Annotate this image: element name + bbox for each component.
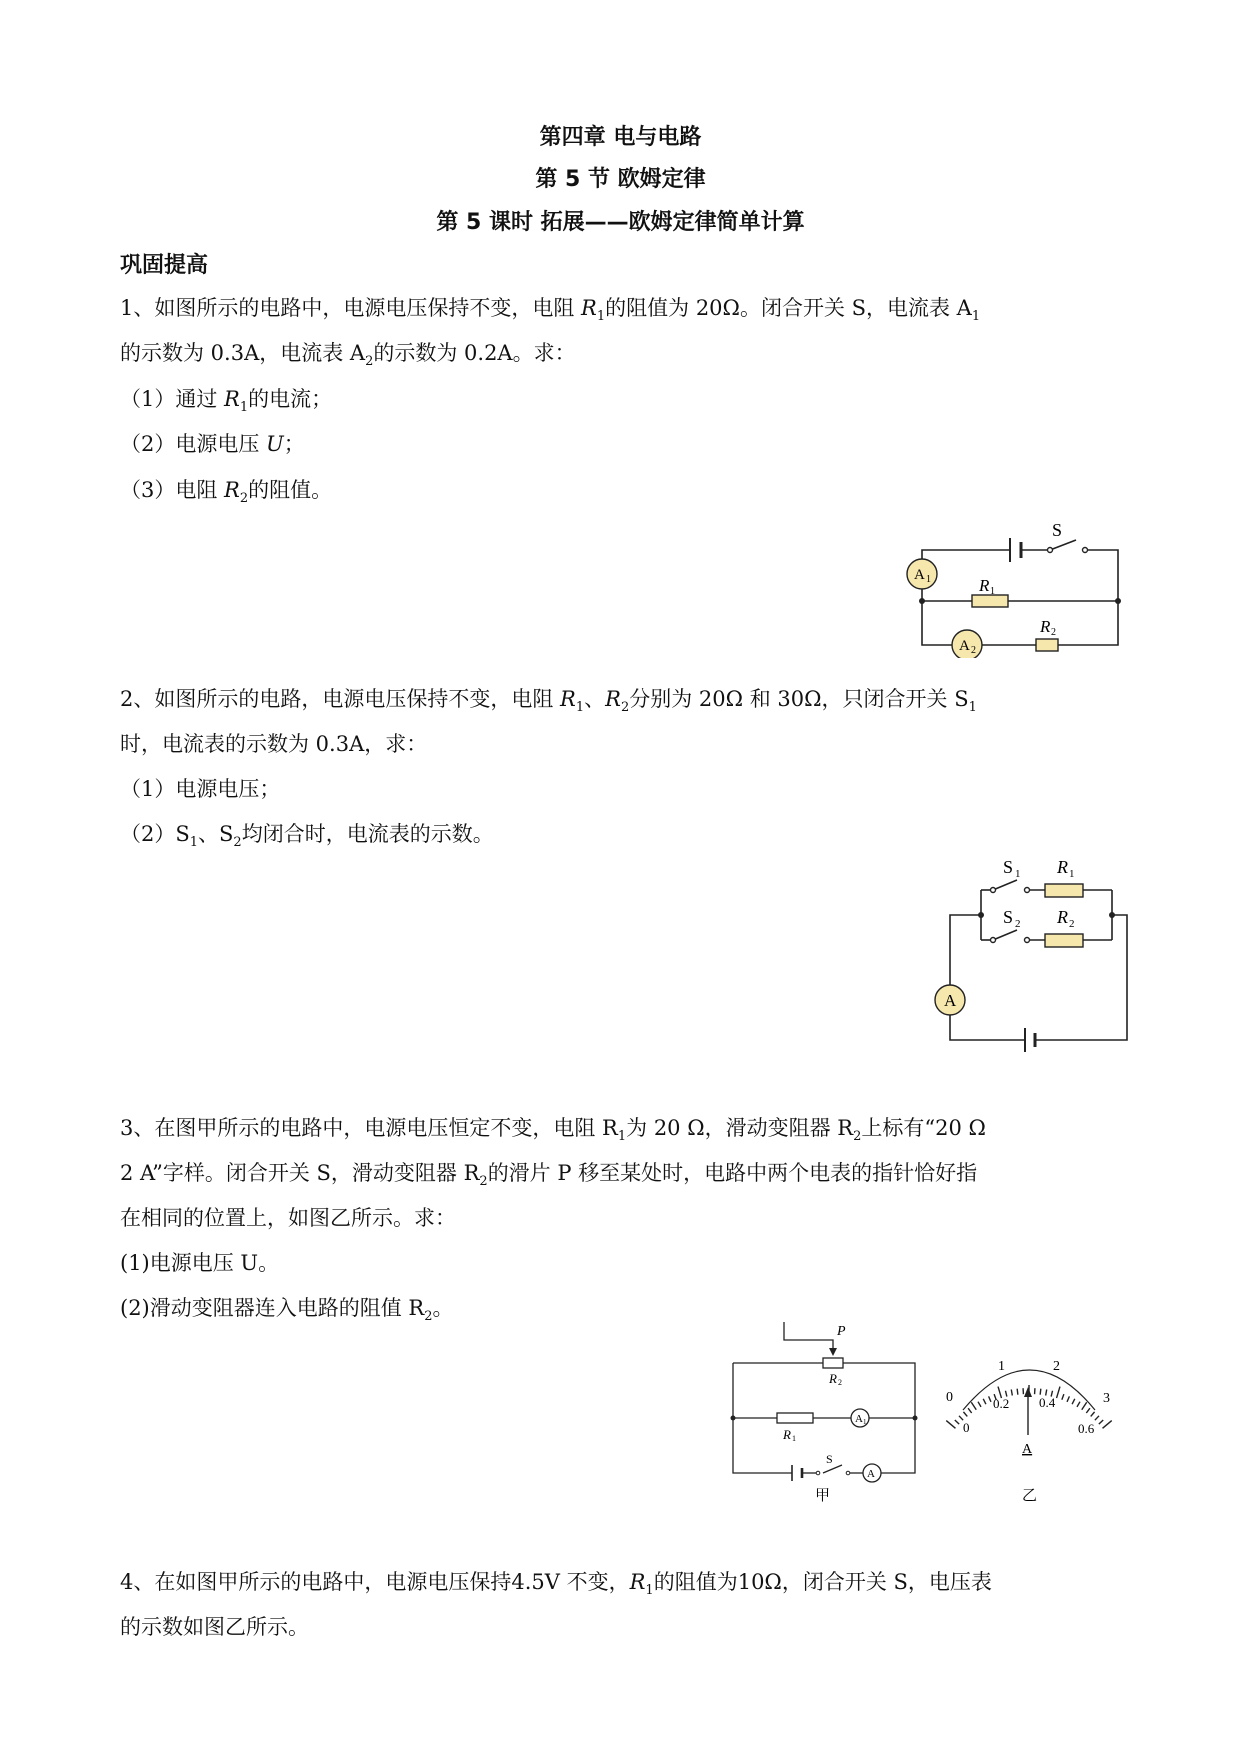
svg-text:2: 2 <box>838 1378 842 1387</box>
q2-part-1: （1）电源电压； <box>120 777 281 801</box>
q3-line-1: 3、在图甲所示的电路中，电源电压恒定不变，电阻 $R_1$为 20 Ω，滑动变阻器 $R_2$上标有“20 Ω <box>120 1116 986 1145</box>
fig3-caption: 甲 <box>815 1488 831 1504</box>
dial-tick <box>1072 1399 1075 1404</box>
svg-text:1: 1 <box>1069 868 1075 880</box>
svg-text:2: 2 <box>1015 918 1021 930</box>
dial-tick <box>963 1412 967 1417</box>
q1-line-1: 1、如图所示的电路中，电源电压保持不变，电阻 $R_1$的阻值为 20Ω。闭合开关 S，电流表 $A_1$ <box>120 296 981 325</box>
q2-part-2: $(2)S_1$、$S_2$均闭合时，电流表的示数。 <box>120 822 494 851</box>
svg-text:1: 1 <box>863 1418 867 1426</box>
svg-text:2: 2 <box>1069 918 1075 930</box>
svg-text:2: 2 <box>971 645 976 656</box>
fig1-switch-label: S <box>1052 520 1063 540</box>
dial-tick <box>978 1402 981 1407</box>
fig3-r1-label: R <box>783 1427 791 1442</box>
dial-tick <box>971 1402 976 1410</box>
section-title: 第 5 节 欧姆定律 <box>535 167 706 192</box>
dial-tick <box>1062 1394 1064 1400</box>
dial-tick <box>1057 1387 1060 1398</box>
dial-tick <box>1011 1390 1012 1396</box>
dial-top-1: 1 <box>998 1359 1005 1374</box>
dial-tick <box>968 1408 972 1413</box>
q3-ammeter-dial-figure <box>935 1340 1135 1510</box>
fig3-a1-label: A <box>855 1413 863 1425</box>
fig2-s2-label: S <box>1003 907 1014 927</box>
q4-line-1: 4、在如图甲所示的电路中，电源电压保持4.5V 不变，$R_1$的阻值为10Ω，闭合开关 S，电压表 <box>120 1570 992 1599</box>
q3-line-2: 2 A”字样。闭合开关 S，滑动变阻器 $R_2$的滑片 P 移至某处时，电路中两个电表的指针恰好指 <box>120 1161 978 1190</box>
q4-line-2: 的示数如图乙所示。 <box>120 1615 309 1639</box>
dial-tick <box>955 1420 959 1424</box>
dial-tick <box>1040 1389 1041 1395</box>
q1-circuit-figure <box>900 518 1140 658</box>
dial-tick <box>1017 1389 1018 1395</box>
dial-tick <box>1095 1416 1099 1420</box>
dial-top-0: 0 <box>946 1390 953 1405</box>
fig2-r2-label: R <box>1057 907 1068 927</box>
fig1-a2-label: A <box>959 638 970 654</box>
dial-bottom-1: 0.2 <box>993 1396 1010 1411</box>
svg-text:1: 1 <box>926 574 931 585</box>
dial-bottom-3: 0.6 <box>1078 1421 1095 1436</box>
fig2-r1-label: R <box>1057 857 1068 877</box>
fig1-r1-label: R <box>979 576 990 595</box>
q2-line-2: 时，电流表的示数为 0.3A，求： <box>120 732 428 756</box>
q3-part-2: (2)滑动变阻器连入电路的阻值 $R_2$。 <box>120 1296 454 1325</box>
dial-top-3: 3 <box>1103 1391 1110 1406</box>
svg-text:1: 1 <box>1015 868 1021 880</box>
dial-tick <box>989 1396 991 1402</box>
dial-tick <box>1067 1396 1069 1402</box>
dial-bottom-0: 0 <box>963 1420 970 1435</box>
q3-circuit-figure <box>728 1318 928 1508</box>
q1-part-3: （3）电阻 $R_2$的阻值。 <box>120 478 333 507</box>
fig2-s1-label: S <box>1003 857 1014 877</box>
q3-part-1: (1)电源电压 U。 <box>120 1251 280 1275</box>
q2-line-1: 2、如图所示的电路，电源电压保持不变，电阻 $R_1$、$R_2$分别为 20Ω 和 30Ω，只闭合开关 $S_1$ <box>120 687 977 716</box>
q3-line-3: 在相同的位置上，如图乙所示。求： <box>120 1206 456 1230</box>
q1-line-2: 的示数为 0.3A，电流表 $A_2$的示数为 0.2A。求： <box>120 341 576 370</box>
dial-unit: A <box>1022 1442 1033 1457</box>
chapter-title: 第四章 电与电路 <box>539 125 702 150</box>
dial-tick <box>1103 1421 1112 1429</box>
fig2-ammeter-label: A <box>944 991 957 1010</box>
q1-part-2: （2）电源电压 U； <box>120 432 305 456</box>
dial-tick <box>1086 1408 1090 1413</box>
dial-tick <box>983 1399 986 1404</box>
svg-text:1: 1 <box>792 1434 796 1443</box>
q1-part-1: （1）通过 $R_1$的电流； <box>120 387 333 416</box>
dial-tick <box>1091 1412 1095 1417</box>
dial-tick <box>946 1421 955 1429</box>
fig3-ammeter-label: A <box>867 1468 875 1480</box>
dial-bottom-2: 0.4 <box>1039 1395 1056 1410</box>
dial-tick <box>1077 1402 1080 1407</box>
fig4-caption: 乙 <box>1022 1488 1038 1504</box>
section-heading: 巩固提高 <box>120 253 209 278</box>
lesson-title: 第 5 课时 拓展——欧姆定律简单计算 <box>436 210 805 235</box>
fig3-r2-label: R <box>829 1371 837 1386</box>
fig3-switch-label: S <box>826 1452 833 1466</box>
dial-tick <box>1082 1402 1087 1410</box>
dial-top-2: 2 <box>1053 1359 1060 1374</box>
fig3-slider-label: P <box>837 1324 846 1339</box>
svg-text:1: 1 <box>990 586 995 597</box>
fig1-a1-label: A <box>914 567 925 583</box>
svg-text:2: 2 <box>1051 627 1056 638</box>
q2-circuit-figure <box>925 855 1130 1055</box>
dial-tick <box>1099 1420 1103 1424</box>
fig1-r2-label: R <box>1040 617 1051 636</box>
